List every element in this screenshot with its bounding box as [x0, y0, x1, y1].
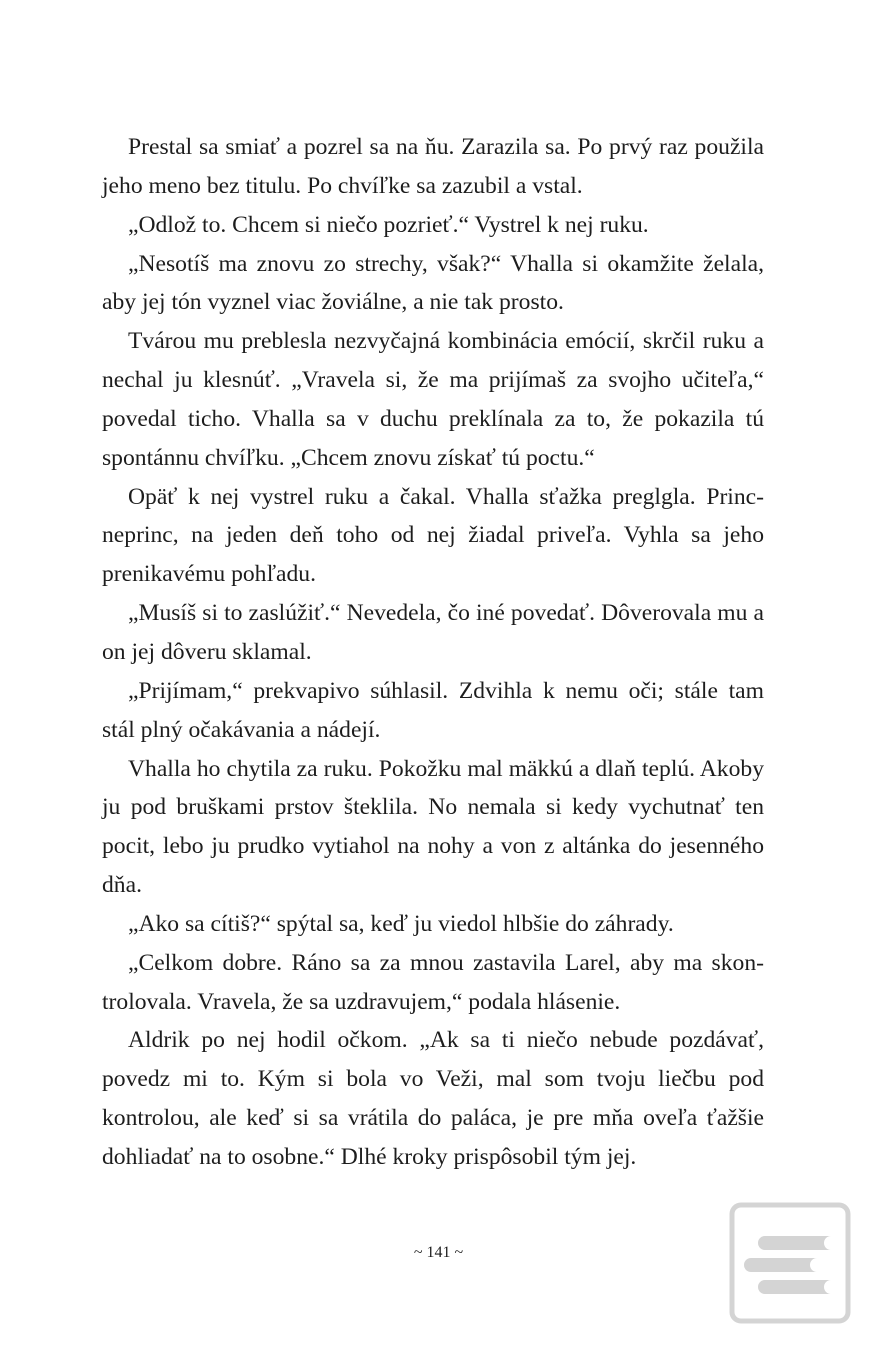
paragraph: Vhalla ho chytila za ruku. Pokožku mal mäkkú a dlaň teplú. Akoby ju pod bruškami prstov šteklila. No nemala si kedy vychutnať ten pocit, lebo ju prudko vytiahol na nohy a von z altánka do jesenného dňa. [102, 755, 764, 899]
paragraph: Tvárou mu preblesla nezvyčajná kombinácia emócií, skrčil ruku a nechal ju klesnúť. „Vravela si, že ma prijímaš za svojho učiteľa,“ povedal ticho. Vhalla sa v duchu preklínala za to, že pokazila tú spontánnu chvíľku. „Chcem znovu získať tú poctu.“ [102, 328, 764, 471]
paragraph: Aldrik po nej hodil očkom. „Ak sa ti niečo nebude pozdávať, povedz mi to. Kým si bola vo Veži, mal som tvoju liečbu pod kontrolou, ale keď si sa vrátila do paláca, je pre mňa oveľa ťažšie dohliadať na to osobne.“ Dlhé kroky prispôsobil tým jej. [102, 1027, 764, 1170]
book-shape [758, 1280, 831, 1294]
book-shape [758, 1236, 831, 1250]
books-stack-icon [729, 1202, 851, 1324]
paragraph: Opäť k nej vystrel ruku a čakal. Vhalla sťažka preglgla. Princ-neprinc, na jeden deň toho od nej žiadal priveľa. Vyhla sa jeho prenikavému pohľadu. [102, 483, 764, 588]
body-text [102, 128, 764, 1177]
watermark [729, 1202, 851, 1324]
paragraph: „Prijímam,“ prekvapivo súhlasil. Zdvihla k nemu oči; stále tam stál plný očakávania a nádejí. [102, 677, 764, 743]
book-shape [744, 1258, 817, 1272]
paragraph: Prestal sa smiať a pozrel sa na ňu. Zarazila sa. Po prvý raz použila jeho meno bez titulu. Po chvíľke sa zazubil a vstal. [102, 134, 764, 199]
page-number: ~ 141 ~ [413, 1244, 464, 1261]
paragraph: „Nesotíš ma znovu zo strechy, však?“ Vhalla si okamžite želala, aby jej tón vyznel viac žoviálne, a nie tak prosto. [102, 250, 764, 316]
paragraph: „Musíš si to zaslúžiť.“ Nevedela, čo iné povedať. Dôverovala mu a on jej dôveru sklamal. [102, 600, 764, 665]
paragraph: „Ako sa cítiš?“ spýtal sa, keď ju viedol hlbšie do záhrady. [128, 910, 674, 937]
paragraph: „Celkom dobre. Ráno sa za mnou zastavila Larel, aby ma skontrolovala. Vravela, že sa uzdravujem,“ podala hlásenie. [102, 949, 764, 1015]
paragraph: „Odlož to. Chcem si niečo pozrieť.“ Vystrel k nej ruku. [128, 211, 649, 238]
